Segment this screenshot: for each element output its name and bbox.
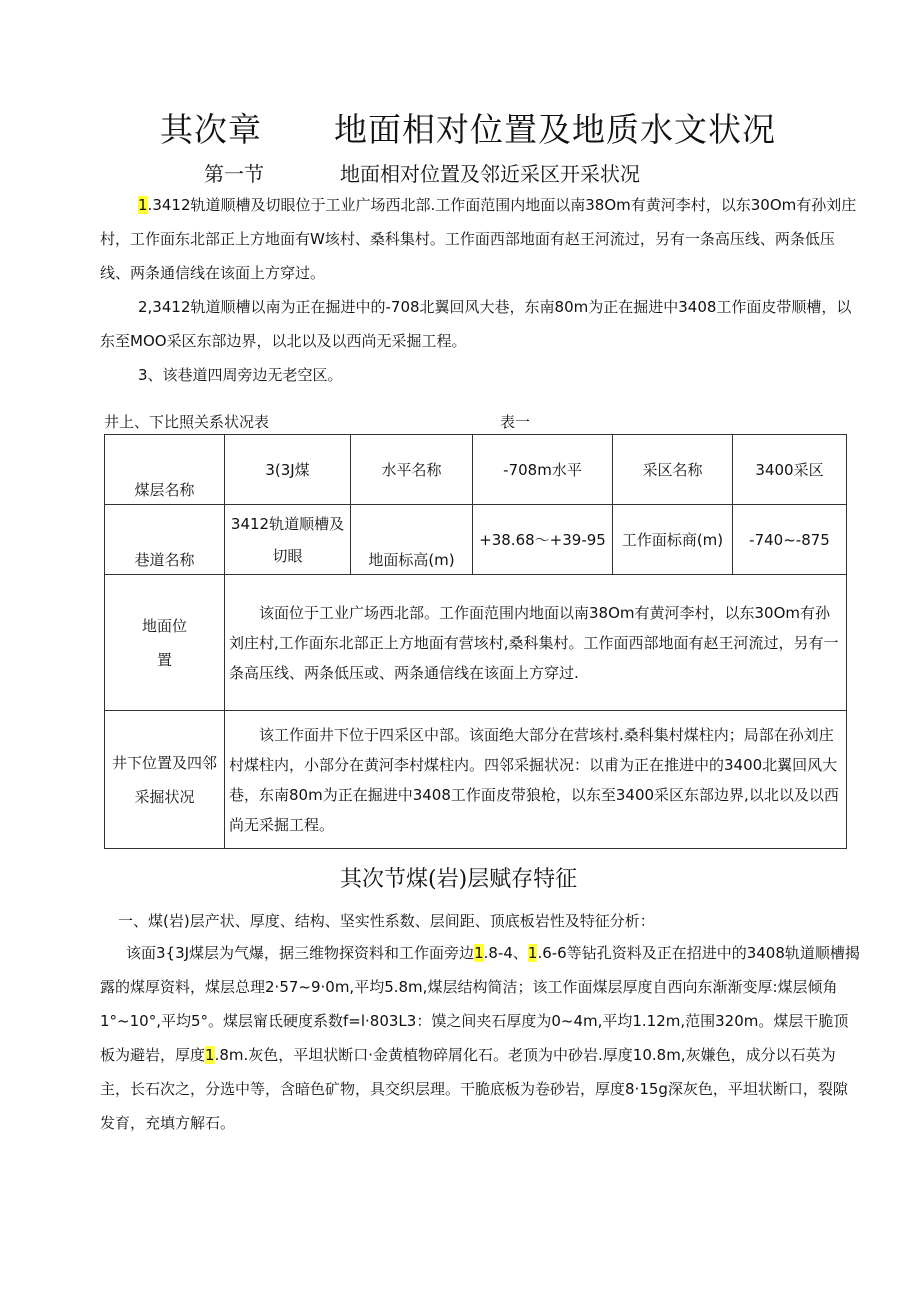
- table-caption: 井上、下比照关系状况表: [104, 413, 270, 431]
- table-cell: 采区名称: [613, 435, 733, 505]
- table-cell: 3400采区: [733, 435, 847, 505]
- table-row: [105, 575, 847, 711]
- table-row: [105, 711, 847, 849]
- relation-table: [104, 434, 847, 849]
- table-row: [105, 505, 847, 575]
- table-cell: 3412轨道顺槽及切眼: [225, 505, 351, 575]
- table-cell: 巷道名称: [105, 505, 225, 575]
- subheading: 一、煤(岩)层产状、厚度、结构、坚实性系数、层间距、顶底板岩性及特征分析：: [118, 912, 655, 930]
- table-cell: 地面标高(m): [351, 505, 473, 575]
- paragraph-4: 该面3{3J煤层为气爆，据三维物探资料和工作面旁边1.8-4、1.6-6等钻孔资料及正在招进中的3408轨道顺槽揭露的煤厚资料，煤层总理2·57~9·0m,平均5.8m,煤层结构简洁；该工作面煤层厚度自西向东渐渐变厚:煤层倾角1°~10°,平均5°。煤层甯氐硬度系数f=l·803L3：馍之间夹石厚度为0~4m,平均1.12m,范围320m。煤层干脆顶板为避岩，厚度1.8m.灰色，平坦状断口·金黄植物碎屑化石。老顶为中砂岩.厚度10.8m,灰嫌色，成分以石英为主，长石次之，分选中等，含暗色矿物，具交织层理。干脆底板为卷砂岩，厚度8·15g深灰色，平坦状断口，裂隙发育，充填方解石。: [100, 944, 860, 1132]
- table-cell: 水平名称: [351, 435, 473, 505]
- section-2-title: 其次节煤(岩)层赋存特征: [340, 867, 578, 892]
- table-cell: +38.68～+39-95: [473, 505, 613, 575]
- table-cell: 该工作面井下位于四采区中部。该面绝大部分在营垓村.桑科集村煤柱内；局部在孙刘庄村煤柱内，小部分在黄河李村煤柱内。四邻采掘状况：以甫为正在推进中的3400北翼回风大巷，东南80m为正在掘进中3408工作面皮带狼枪，以东至3400采区东部边界,以北以及以西尚无采掘工程。: [225, 711, 847, 849]
- paragraph-1: 1.3412轨道顺槽及切眼位于工业广场西北部.工作面范围内地面以南38Om有黄河李村，以东30Om有孙刘庄村，工作面东北部正上方地面有W垓村、桑科集村。工作面西部地面有赵王河流过，另有一条高压线、两条低压线、两条通信线在该面上方穿过。: [100, 196, 857, 282]
- paragraph-2: 2,3412轨道顺槽以南为正在掘进中的-708北翼回风大巷，东南80m为正在掘进中3408工作面皮带顺槽，以东至MOO采区东部边界，以北以及以西尚无采掘工程。: [100, 298, 852, 350]
- table-cell: 地面位置: [105, 575, 225, 711]
- table-cell: -740~-875: [733, 505, 847, 575]
- chapter-title: 其次章 地面相对位置及地质水文状况: [160, 110, 776, 149]
- paragraph-3: 3、该巷道四周旁边无老空区。: [138, 366, 343, 384]
- table-row: [105, 435, 847, 505]
- table-cell: 煤层名称: [105, 435, 225, 505]
- table-cell: 井下位置及四邻采掘状况: [105, 711, 225, 849]
- table-number: 表一: [500, 413, 531, 431]
- table-cell: 3(3J煤: [225, 435, 351, 505]
- section-title: 第一节 地面相对位置及邻近采区开采状况: [204, 162, 640, 186]
- table-cell: 工作面标商(m): [613, 505, 733, 575]
- table-cell: 该面位于工业广场西北部。工作面范围内地面以南38Om有黄河李村，以东30Om有孙刘庄村,工作面东北部正上方地面有营垓村,桑科集村。工作面西部地面有赵王河流过，另有一条高压线、两条低压或、两条通信线在该面上方穿过.: [225, 575, 847, 711]
- table-cell: -708m水平: [473, 435, 613, 505]
